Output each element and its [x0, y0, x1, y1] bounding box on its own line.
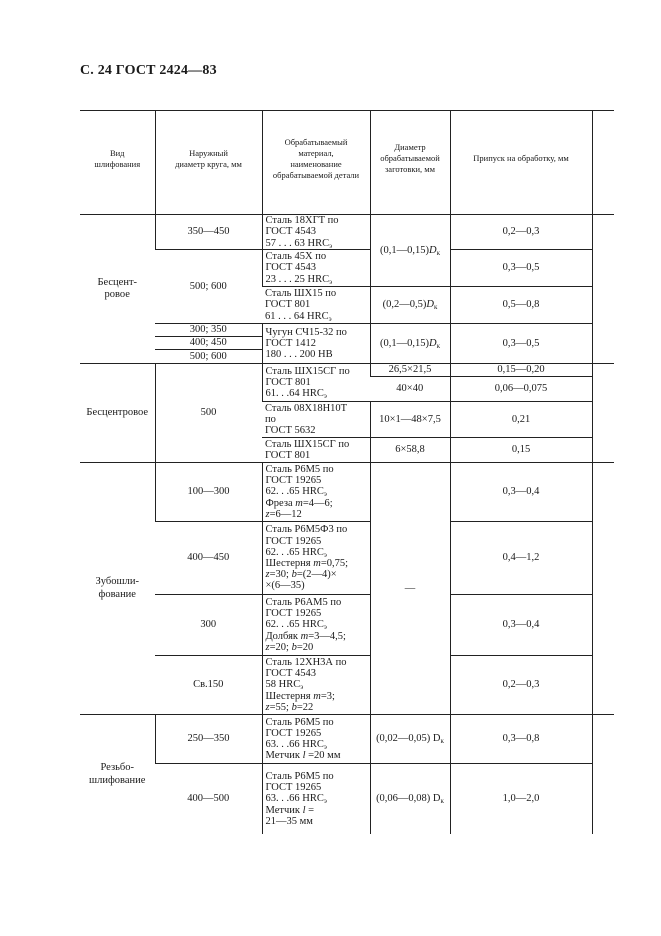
blank-diameter: 10×1—48×7,5 — [370, 402, 450, 438]
table-header-row — [80, 111, 614, 207]
allowance-value: 0,3—0,5 — [450, 250, 592, 287]
allowance-value: 0,15 — [450, 438, 592, 463]
material-cell: Сталь Р6М5Ф3 по ГОСТ 19265 62. . .65 $HRC_э$ Шестерня m=0,75; z=30; b=(2—4)× ×(6—35) — [262, 522, 370, 595]
table-row — [80, 364, 614, 377]
header-allowance: Припуск на обработку, мм — [450, 111, 592, 207]
material-cell: Сталь 18ХГТ по ГОСТ 4543 57 . . . 63 $HRC_э$ — [262, 215, 370, 250]
table-row — [80, 595, 614, 656]
allowance-value: 0,2—0,3 — [450, 656, 592, 715]
wheel-diameter: 500; 600 — [155, 250, 262, 324]
blank-diameter: 40×40 — [370, 377, 450, 402]
table-row — [80, 463, 614, 522]
material-cell: Сталь ШХ15СГ по ГОСТ 801 — [262, 438, 370, 463]
allowance-value: 0,15—0,20 — [450, 364, 592, 377]
allowance-value: 0,06—0,075 — [450, 377, 592, 402]
wheel-diameter: 300; 350 — [155, 324, 262, 337]
material-cell: Сталь ШХ15СГ по ГОСТ 801 61. . .64 $HRC_э$ — [262, 364, 370, 402]
allowance-value: 0,2—0,3 — [450, 215, 592, 250]
wheel-diameter: 500 — [155, 364, 262, 463]
table-row — [80, 715, 614, 764]
blank-diameter: 26,5×21,5 — [370, 364, 450, 377]
grinding-kind-gear: Зубошли- фование — [80, 463, 155, 715]
header-blank: Диаметр обрабатываемой заготовки, мм — [370, 111, 450, 207]
allowance-value: 0,3—0,8 — [450, 715, 592, 764]
table-row — [80, 324, 614, 337]
table-row — [80, 522, 614, 595]
wheel-diameter: 400—450 — [155, 522, 262, 595]
material-cell: Чугун СЧ15-32 по ГОСТ 1412 180 . . . 200 НВ — [262, 324, 370, 364]
material-cell: Сталь Р6АМ5 по ГОСТ 19265 62. . .65 $HRC_э$ Долбяк m=3—4,5; z=20; b=20 — [262, 595, 370, 656]
grinding-kind-centerless: Бесцентровое — [80, 364, 155, 463]
material-cell: Сталь 12ХН3А по ГОСТ 4543 58 $HRC_э$ Шестерня m=3; z=55; b=22 — [262, 656, 370, 715]
blank-diameter: 6×58,8 — [370, 438, 450, 463]
material-cell: Сталь Р6М5 по ГОСТ 19265 63. . .66 $HRC_э$ Метчик l =20 мм — [262, 715, 370, 764]
table-row — [80, 215, 614, 250]
material-cell: Сталь Р6М5 по ГОСТ 19265 62. . .65 $HRC_э$ Фреза m=4—6; z=6—12 — [262, 463, 370, 522]
blank-diameter: (0,02—0,05) $D_к$ — [370, 715, 450, 764]
wheel-diameter: 350—450 — [155, 215, 262, 250]
allowance-table — [80, 110, 614, 834]
allowance-value: 0,21 — [450, 402, 592, 438]
grinding-kind-centerless: Бесцент- ровое — [97, 276, 138, 300]
wheel-diameter: 300 — [155, 595, 262, 656]
material-cell: Сталь 45Х по ГОСТ 4543 23 . . . 25 $HRC_э$ — [262, 250, 370, 287]
allowance-value: 0,3—0,5 — [450, 324, 592, 364]
allowance-value: 0,3—0,4 — [450, 463, 592, 522]
material-cell: Сталь ШХ15 по ГОСТ 801 61 . . . 64 $HRC_э$ — [262, 287, 370, 324]
blank-diameter: (0,06—0,08) $D_к$ — [370, 764, 450, 835]
material-cell: Сталь Р6М5 по ГОСТ 19265 63. . .66 $HRC_э$ Метчик l = 21—35 мм — [262, 764, 370, 835]
allowance-value: 0,4—1,2 — [450, 522, 592, 595]
header-diameter: Наружный диаметр круга, мм — [155, 111, 262, 207]
page-header: С. 24 ГОСТ 2424—83 — [80, 63, 217, 78]
header-spacer — [80, 206, 614, 215]
grinding-kind-thread: Резьбо- шлифование — [80, 715, 155, 835]
table-row — [80, 764, 614, 835]
wheel-diameter: 400—500 — [155, 764, 262, 835]
allowance-value: 1,0—2,0 — [450, 764, 592, 835]
wheel-diameter: 250—350 — [155, 715, 262, 764]
header-material: Обрабатываемый материал, наименование обрабатываемой детали — [262, 111, 370, 207]
blank-diameter: $(0,1—0,15)D_к$ — [370, 324, 450, 364]
table-row — [80, 656, 614, 715]
blank-diameter: — — [370, 463, 450, 715]
header-extra — [592, 111, 614, 207]
header-kind: Вид шлифования — [94, 147, 141, 169]
wheel-diameter: 100—300 — [155, 463, 262, 522]
wheel-diameter: 400; 450 — [155, 337, 262, 350]
allowance-value: 0,3—0,4 — [450, 595, 592, 656]
blank-diameter: $(0,1—0,15)D_к$ — [370, 215, 450, 287]
table-row — [80, 250, 614, 287]
wheel-diameter: 500; 600 — [155, 350, 262, 364]
blank-diameter: $(0,2—0,5)D_к$ — [370, 287, 450, 324]
wheel-diameter: Св.150 — [155, 656, 262, 715]
allowance-value: 0,5—0,8 — [450, 287, 592, 324]
material-cell: Сталь 08Х18Н10Т по ГОСТ 5632 — [262, 402, 370, 438]
